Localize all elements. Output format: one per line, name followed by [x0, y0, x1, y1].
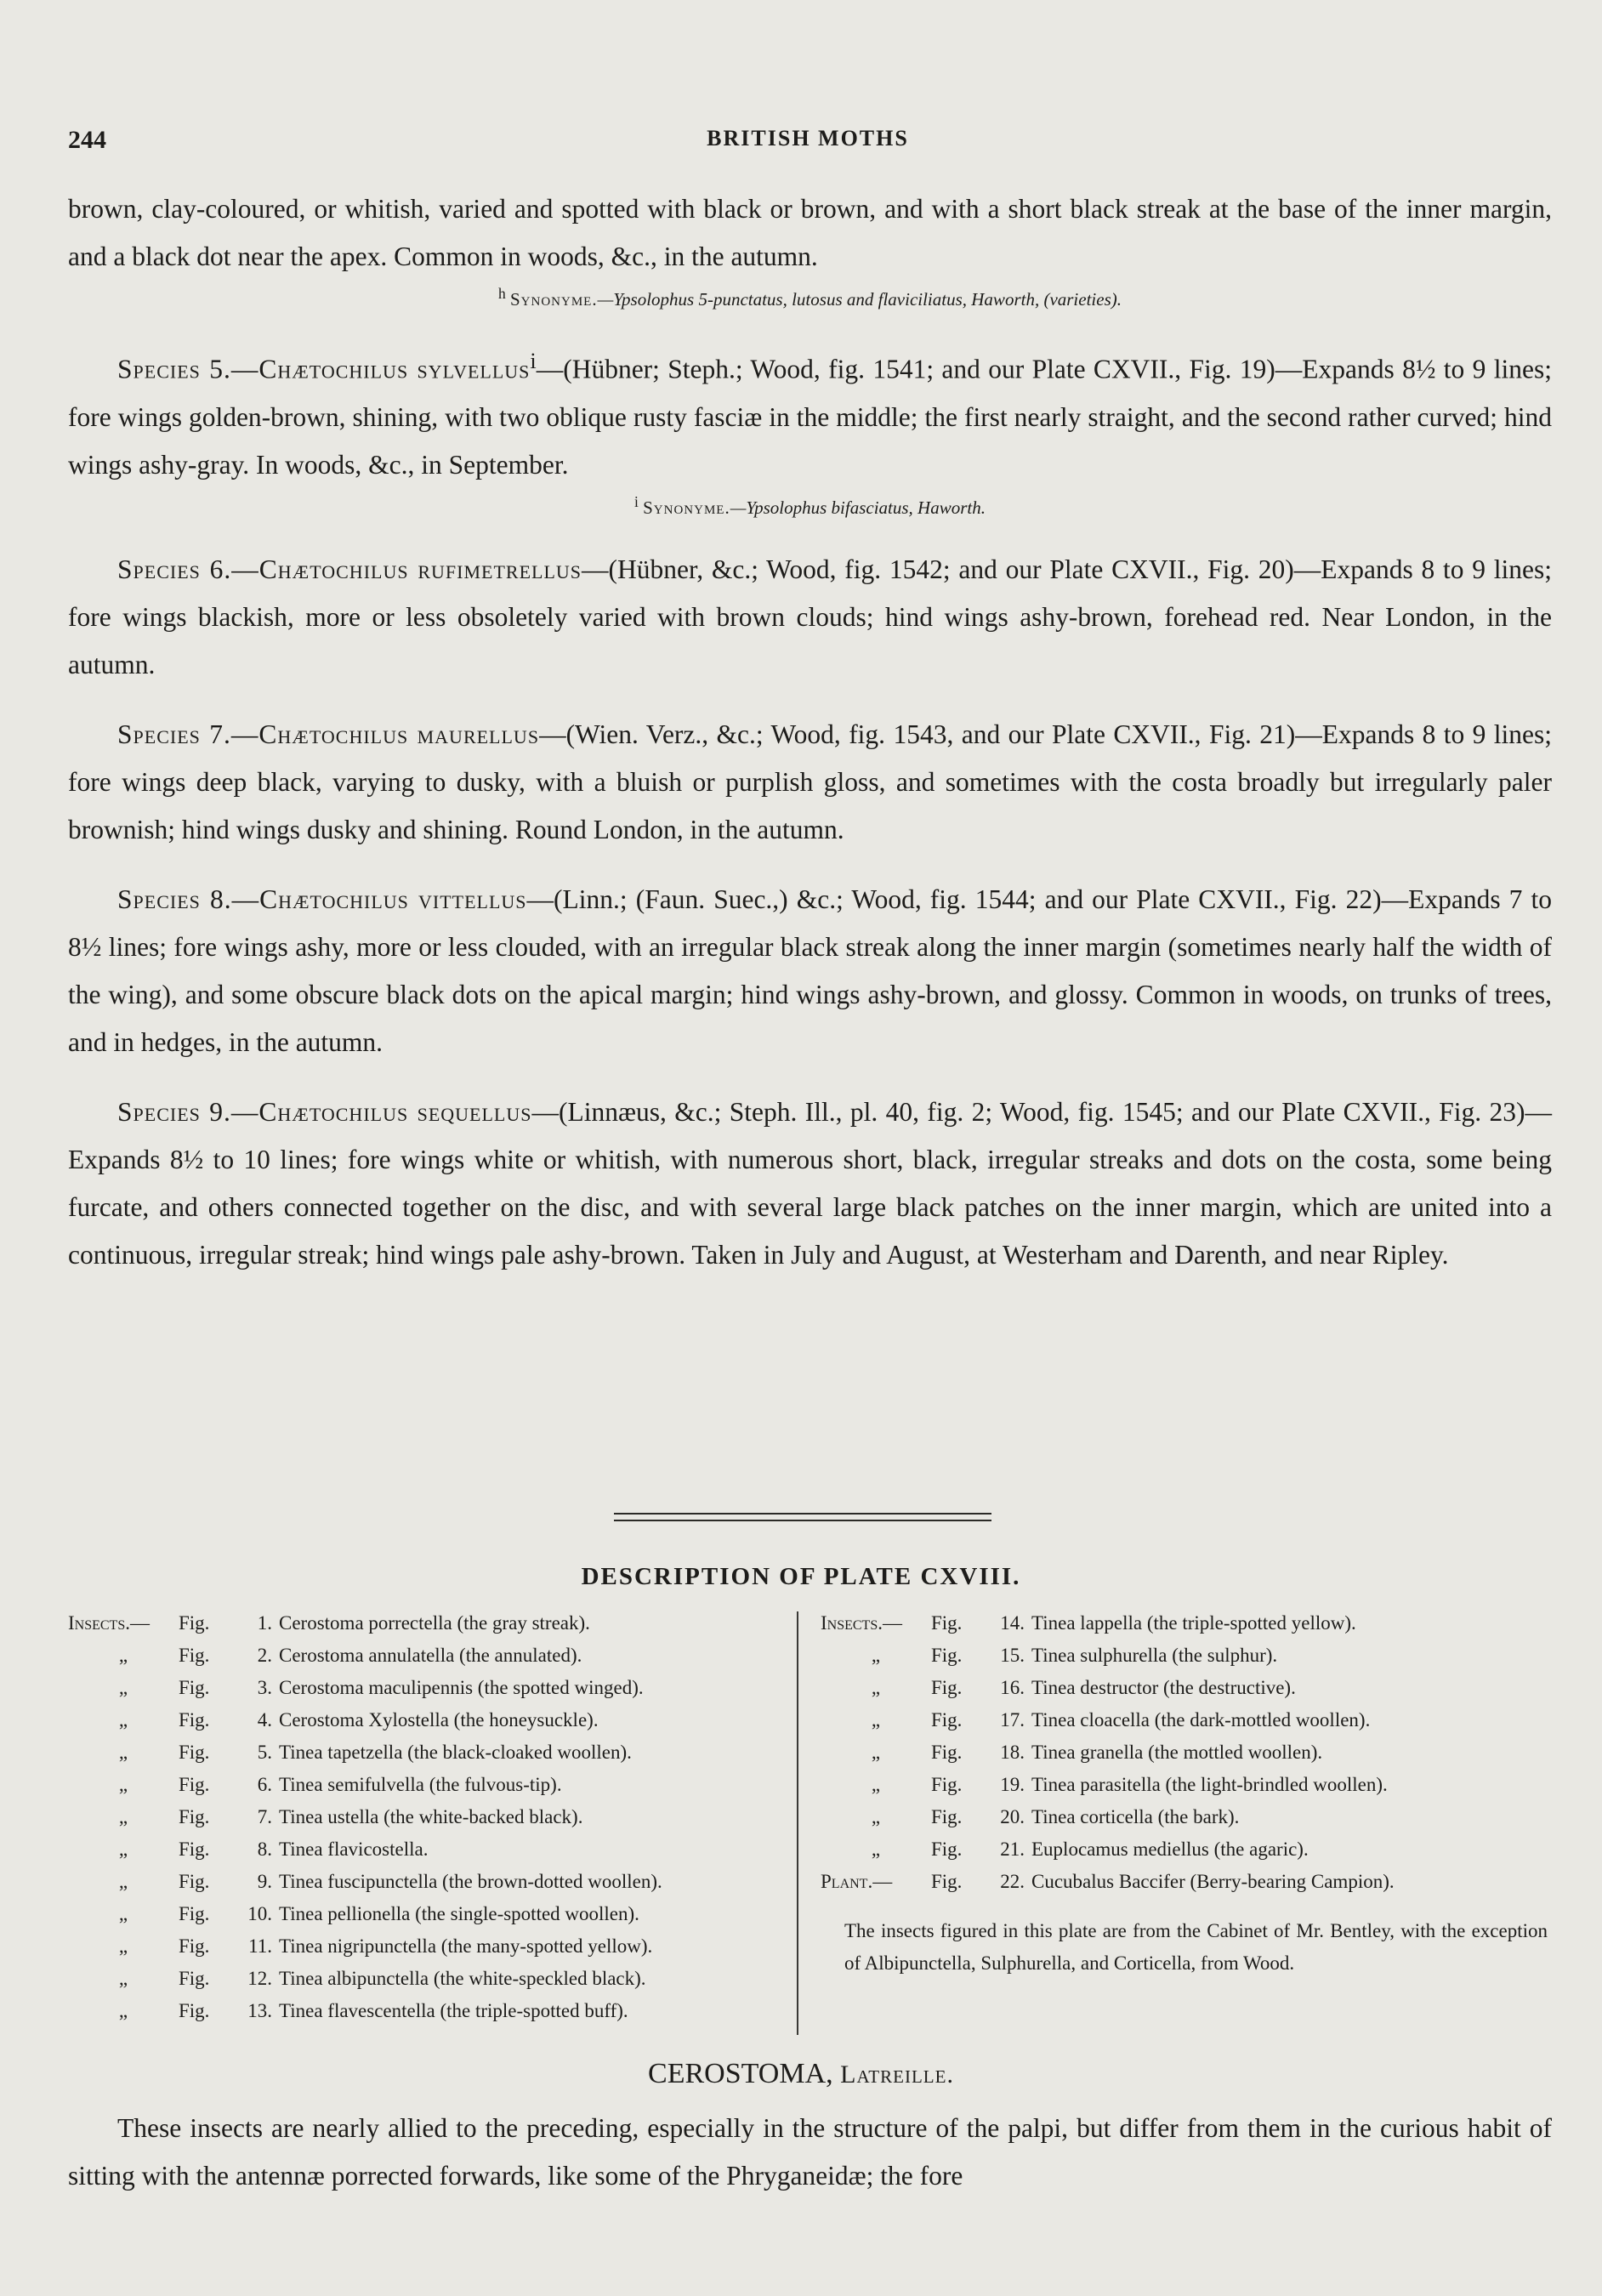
- entry-fig: Fig.: [931, 1806, 963, 1827]
- entry-number: 1.: [257, 1612, 272, 1634]
- footnote-h: [68, 281, 1552, 312]
- entry-number: 12.: [247, 1968, 272, 1989]
- section-heading: [0, 2058, 1602, 2090]
- entry-description: Tinea pellionella (the single-spotted woollen).: [279, 1903, 639, 1924]
- species-text: —(Hübner; Steph.; Wood, fig. 1541; and our Plate CXVII., Fig. 19)—Expands 8½ to 9 lines; fore wings golden-brown, shining, with two oblique rusty fasciæ in the middle; the first nearly straight, and the second rather curved; hind wings ashy-gray. In woods, &c., in September.: [68, 354, 1552, 480]
- main-text: [68, 185, 1552, 1279]
- footnote-text: —Ypsolophus bifasciatus, Haworth.: [730, 497, 986, 518]
- footnote-mark: i: [633, 492, 639, 510]
- entry-fig: Fig.: [931, 1709, 963, 1731]
- entry-number: 8.: [257, 1839, 272, 1860]
- entry-prefix: „: [118, 1806, 128, 1827]
- entry-number: 18.: [1000, 1742, 1025, 1763]
- entry-number: 4.: [257, 1709, 272, 1731]
- entry-fig: Fig.: [179, 1774, 210, 1795]
- entry-fig: Fig.: [179, 2000, 210, 2021]
- entry-number: 6.: [257, 1774, 272, 1795]
- species-paragraph: [68, 1088, 1552, 1279]
- entry-description: Tinea semifulvella (the fulvous-tip).: [279, 1774, 562, 1795]
- entry-fig: Fig.: [931, 1871, 963, 1892]
- entry-fig: Fig.: [931, 1774, 963, 1795]
- entry-number: 2.: [257, 1645, 272, 1666]
- entry-fig: Fig.: [179, 1709, 210, 1731]
- entry-number: 15.: [1000, 1645, 1025, 1666]
- plate-entry: [68, 1930, 782, 1963]
- entry-prefix: „: [118, 1709, 128, 1731]
- entry-number: 5.: [257, 1742, 272, 1763]
- entry-fig: Fig.: [179, 1645, 210, 1666]
- entry-number: 11.: [248, 1935, 272, 1957]
- plate-entry: [821, 1866, 1548, 1898]
- footnote-mark: h: [498, 285, 506, 302]
- entry-prefix: „: [118, 1742, 128, 1763]
- footnote-i: [68, 489, 1552, 520]
- entry-prefix: „: [118, 1903, 128, 1924]
- column-divider: [797, 1611, 798, 2035]
- entry-prefix: „: [871, 1709, 881, 1731]
- entry-prefix: „: [118, 1935, 128, 1957]
- entry-description: Tinea parasitella (the light-brindled woollen).: [1031, 1774, 1388, 1795]
- plate-entry: [821, 1769, 1548, 1801]
- plate-entry: [68, 1866, 782, 1898]
- species-text: —(Linnæus, &c.; Steph. Ill., pl. 40, fig. 2; Wood, fig. 1545; and our Plate CXVII., Fig. 23)—Expands 8½ to 10 lines; fore wings white or whitish, with numerous short, black, irregular streaks and dots on the costa, some being furcate, and others connected together on the disc, and with several large black patches on the inner margin, which are united into a continuous, irregular streak; hind wings pale ashy-brown. Taken in July and August, at Westerham and Darenth, and near Ripley.: [68, 1096, 1553, 1270]
- plate-entry: [821, 1801, 1548, 1833]
- running-title: BRITISH MOTHS: [707, 126, 909, 151]
- entry-number: 20.: [1000, 1806, 1025, 1827]
- section-subtitle: Latreille.: [840, 2060, 954, 2089]
- entry-prefix: Plant.—: [821, 1871, 893, 1892]
- entry-description: Tinea tapetzella (the black-cloaked woollen).: [279, 1742, 632, 1763]
- footnote-label: Synonyme.: [510, 289, 598, 310]
- page-header: [68, 126, 1548, 160]
- entry-number: 22.: [1000, 1871, 1025, 1892]
- entry-number: 7.: [257, 1806, 272, 1827]
- double-rule-divider: [614, 1513, 991, 1521]
- plate-entry: [68, 1640, 782, 1672]
- plate-list-left: [68, 1607, 782, 2027]
- entry-number: 17.: [1000, 1709, 1025, 1731]
- entry-number: 13.: [247, 2000, 272, 2021]
- species-paragraph: [68, 876, 1552, 1066]
- entry-description: Tinea corticella (the bark).: [1031, 1806, 1240, 1827]
- entry-description: Tinea nigripunctella (the many-spotted yellow).: [279, 1935, 653, 1957]
- plate-entry: [68, 1898, 782, 1930]
- entry-prefix: „: [871, 1774, 881, 1795]
- entry-prefix: „: [871, 1839, 881, 1860]
- entry-description: Euplocamus mediellus (the agaric).: [1031, 1839, 1309, 1860]
- entry-fig: Fig.: [179, 1839, 210, 1860]
- section-paragraph: These insects are nearly allied to the preceding, especially in the structure of the palpi, but differ from them in the curious habit of sitting with the antennæ porrected forwards, like some of the Phryganeidæ; the fore: [68, 2113, 1552, 2191]
- entry-fig: Fig.: [179, 1871, 210, 1892]
- page-number: 244: [68, 126, 106, 154]
- entry-fig: Fig.: [931, 1742, 963, 1763]
- species-paragraph: [68, 711, 1552, 854]
- entry-description: Tinea ustella (the white-backed black).: [279, 1806, 583, 1827]
- species-text: —(Wien. Verz., &c.; Wood, fig. 1543, and our Plate CXVII., Fig. 21)—Expands 8 to 9 lines; fore wings deep black, varying to dusky, with a bluish or purplish gloss, and sometimes with the costa broadly but irregularly paler brownish; hind wings dusky and shining. Round London, in the autumn.: [68, 719, 1552, 844]
- plate-entry: [821, 1607, 1548, 1640]
- entry-description: Tinea sulphurella (the sulphur).: [1031, 1645, 1278, 1666]
- entry-description: Cucubalus Baccifer (Berry-bearing Campion).: [1031, 1871, 1395, 1892]
- entry-fig: Fig.: [931, 1645, 963, 1666]
- entry-description: Tinea albipunctella (the white-speckled black).: [279, 1968, 646, 1989]
- entry-description: Tinea flavescentella (the triple-spotted buff).: [279, 2000, 628, 2021]
- entry-number: 21.: [1000, 1839, 1025, 1860]
- plate-entry: [68, 1995, 782, 2027]
- species-heading: Species 8.—Chætochilus vittellus: [117, 884, 527, 914]
- plate-entry: [821, 1704, 1548, 1736]
- plate-entry: [68, 1607, 782, 1640]
- entry-prefix: Insects.—: [68, 1612, 150, 1634]
- entry-prefix: „: [118, 1871, 128, 1892]
- entry-description: Cerostoma maculipennis (the spotted winged).: [279, 1677, 644, 1698]
- species-heading: Species 9.—Chætochilus sequellus: [117, 1096, 532, 1127]
- species-paragraph: [68, 338, 1552, 489]
- entry-prefix: „: [118, 1677, 128, 1698]
- entry-prefix: „: [118, 1839, 128, 1860]
- entry-number: 19.: [1000, 1774, 1025, 1795]
- entry-description: Cerostoma Xylostella (the honeysuckle).: [279, 1709, 599, 1731]
- entry-prefix: „: [871, 1677, 881, 1698]
- entry-fig: Fig.: [179, 1903, 210, 1924]
- entry-prefix: „: [118, 2000, 128, 2021]
- plate-list-right: [821, 1607, 1548, 1999]
- footnote-text: —Ypsolophus 5-punctatus, lutosus and flaviciliatus, Haworth, (varieties).: [597, 289, 1122, 310]
- plate-entry: [68, 1963, 782, 1995]
- entry-prefix: „: [118, 1774, 128, 1795]
- footnote-mark: i: [530, 349, 537, 373]
- entry-fig: Fig.: [179, 1742, 210, 1763]
- entry-fig: Fig.: [931, 1612, 963, 1634]
- intro-paragraph: brown, clay-coloured, or whitish, varied and spotted with black or brown, and with a short black streak at the base of the inner margin, and a black dot near the apex. Common in woods, &c., in the autumn.: [68, 194, 1552, 271]
- entry-prefix: „: [871, 1742, 881, 1763]
- entry-fig: Fig.: [179, 1612, 210, 1634]
- entry-description: Tinea destructor (the destructive).: [1031, 1677, 1296, 1698]
- entry-description: Tinea fuscipunctella (the brown-dotted woollen).: [279, 1871, 662, 1892]
- entry-number: 10.: [247, 1903, 272, 1924]
- plate-entry: [821, 1833, 1548, 1866]
- species-heading: Species 7.—Chætochilus maurellus: [117, 719, 540, 749]
- species-text: —(Linn.; (Faun. Suec.,) &c.; Wood, fig. 1544; and our Plate CXVII., Fig. 22)—Expands 7 to 8½ lines; fore wings ashy, more or less clouded, with an irregular black streak along the inner margin (sometimes nearly half the width of the wing), and some obscure black dots on the apical margin; hind wings ashy-brown, and glossy. Common in woods, on trunks of trees, and in hedges, in the autumn.: [68, 884, 1553, 1057]
- plate-entry: [68, 1833, 782, 1866]
- section-title: CEROSTOMA,: [648, 2058, 833, 2089]
- entry-description: Tinea flavicostella.: [279, 1839, 429, 1860]
- plate-entry: [821, 1640, 1548, 1672]
- entry-prefix: „: [871, 1645, 881, 1666]
- plate-title: DESCRIPTION OF PLATE CXVIII.: [581, 1563, 1021, 1590]
- entry-fig: Fig.: [931, 1839, 963, 1860]
- plate-entry: [68, 1769, 782, 1801]
- plate-entry: [821, 1672, 1548, 1704]
- entry-number: 9.: [257, 1871, 272, 1892]
- entry-prefix: „: [118, 1645, 128, 1666]
- entry-number: 16.: [1000, 1677, 1025, 1698]
- plate-entry: [68, 1672, 782, 1704]
- entry-prefix: „: [118, 1968, 128, 1989]
- entry-fig: Fig.: [179, 1968, 210, 1989]
- entry-number: 14.: [1000, 1612, 1025, 1634]
- plate-entry: [68, 1736, 782, 1769]
- entry-description: Tinea cloacella (the dark-mottled woollen).: [1031, 1709, 1371, 1731]
- plate-note: The insects figured in this plate are from the Cabinet of Mr. Bentley, with the exception of Albipunctella, Sulphurella, and Corticella, from Wood.: [844, 1920, 1548, 1974]
- entry-fig: Fig.: [179, 1677, 210, 1698]
- entry-description: Tinea lappella (the triple-spotted yellow).: [1031, 1612, 1356, 1634]
- entry-number: 3.: [257, 1677, 272, 1698]
- entry-fig: Fig.: [179, 1806, 210, 1827]
- species-heading: Species 5.—Chætochilus sylvellus: [117, 354, 531, 384]
- footnote-label: Synonyme.: [643, 497, 730, 518]
- plate-entry: [68, 1801, 782, 1833]
- species-paragraph: [68, 546, 1552, 689]
- entry-description: Tinea granella (the mottled woollen).: [1031, 1742, 1323, 1763]
- species-heading: Species 6.—Chætochilus rufimetrellus: [117, 554, 582, 584]
- entry-prefix: „: [871, 1806, 881, 1827]
- entry-description: Cerostoma porrectella (the gray streak).: [279, 1612, 590, 1634]
- entry-prefix: Insects.—: [821, 1612, 902, 1634]
- entry-fig: Fig.: [179, 1935, 210, 1957]
- plate-entry: [821, 1736, 1548, 1769]
- entry-description: Cerostoma annulatella (the annulated).: [279, 1645, 582, 1666]
- entry-fig: Fig.: [931, 1677, 963, 1698]
- species-text: —(Hübner, &c.; Wood, fig. 1542; and our Plate CXVII., Fig. 20)—Expands 8 to 9 lines; fore wings blackish, more or less obsoletely varied with brown clouds; hind wings ashy-brown, forehead red. Near London, in the autumn.: [68, 554, 1552, 679]
- plate-entry: [68, 1704, 782, 1736]
